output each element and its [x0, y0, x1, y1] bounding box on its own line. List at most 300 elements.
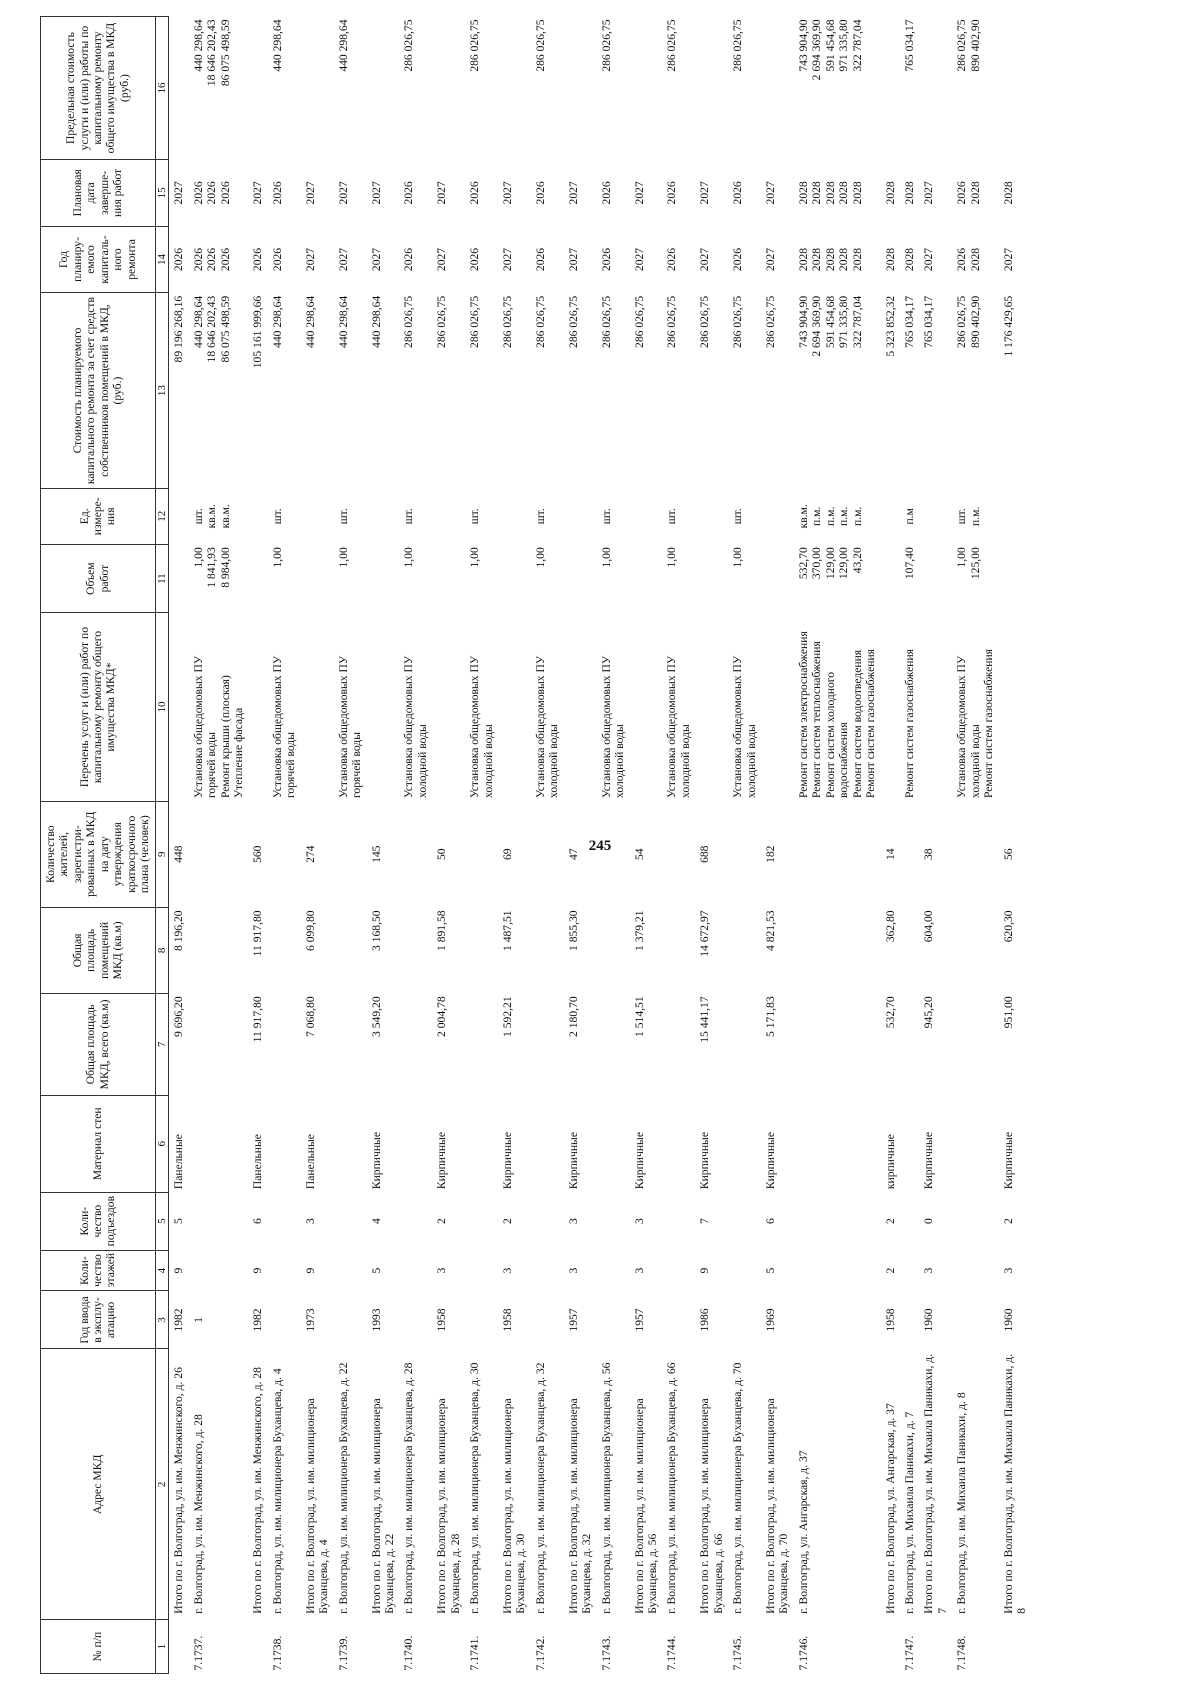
- column-number: 7: [155, 993, 169, 1095]
- floors-count: [531, 1250, 564, 1291]
- table-row: [248, 17, 267, 1674]
- cost-limit: 890 402,90: [968, 19, 982, 72]
- table-row: [531, 17, 564, 1674]
- row-number: [367, 1620, 400, 1674]
- commission-year: 1957: [566, 1308, 580, 1332]
- work-list: Ремонт систем электроснабжения: [796, 631, 810, 799]
- unit-cell: [662, 488, 695, 544]
- wall-material: [952, 1095, 998, 1192]
- cost-limit-cell: [999, 17, 1032, 160]
- cost-limit-cell: [728, 17, 761, 160]
- work-volume: 129,00: [837, 547, 851, 580]
- entrances-count: [399, 1192, 432, 1250]
- planned-year: 2027: [764, 247, 777, 272]
- column-header: Ед. измере-ния: [41, 488, 156, 544]
- unit-cell: [919, 488, 952, 544]
- completion-date: 2028: [837, 181, 851, 205]
- total-area: [334, 993, 367, 1095]
- entrances-count: 4: [369, 1218, 383, 1225]
- unit: шт.: [191, 508, 205, 525]
- completion-date: 2028: [883, 181, 897, 205]
- premises-area: 620,30: [1001, 910, 1015, 943]
- entrances-count: 0: [922, 1218, 936, 1225]
- unit: шт.: [270, 508, 284, 525]
- completion-date: 2026: [955, 181, 969, 205]
- total-area: 1 592,21: [501, 996, 514, 1037]
- row-number: 7.1741.: [468, 1635, 482, 1671]
- work-list: Ремонт систем теплоснабжения: [810, 641, 824, 799]
- wall-material: Кирпичные: [369, 1132, 383, 1190]
- work-list-cell: [728, 613, 761, 801]
- column-number: 5: [155, 1192, 169, 1250]
- commission-year: [728, 1291, 761, 1349]
- table-row: [794, 17, 881, 1674]
- planned-cost: 286 026,75: [955, 295, 969, 348]
- planned-year: 2028: [810, 247, 824, 272]
- planned-year: 2026: [955, 247, 969, 272]
- residents-count: [268, 801, 301, 907]
- column-header: Общая площадь МКД, всего (кв.м): [41, 993, 156, 1095]
- work-volume-cell: [630, 544, 663, 613]
- wall-material: Кирпичные: [698, 1132, 712, 1190]
- floors-count: [728, 1250, 761, 1291]
- work-list-cell: [999, 613, 1032, 801]
- work-list: Установка общедомовых ПУ горячей воды: [270, 655, 298, 799]
- unit: шт.: [955, 508, 969, 525]
- total-area: [597, 993, 630, 1095]
- total-area: 2 180,70: [566, 996, 580, 1037]
- total-area: [399, 993, 432, 1095]
- completion-date: 2027: [764, 181, 777, 205]
- planned-year: 2028: [968, 247, 982, 272]
- planned-year: 2027: [698, 247, 712, 272]
- total-area: 15 441,17: [698, 996, 712, 1043]
- table-row: [169, 17, 189, 1674]
- work-list-cell: [662, 613, 695, 801]
- planned-cost-cell: [465, 293, 498, 489]
- completion-date: 2028: [850, 181, 864, 205]
- column-number: 13: [155, 293, 169, 489]
- completion-date-cell: [169, 160, 189, 227]
- address-cell: Итого по г. Волгоград, ул. им. милиционера Буханцева, д. 28: [435, 1398, 462, 1614]
- address-cell: Итого по г. Волгоград, ул. Ангарская, д. 37: [883, 1403, 897, 1614]
- completion-date-cell: [999, 160, 1032, 227]
- work-volume-cell: [695, 544, 728, 613]
- column-header: Адрес МКД: [41, 1349, 156, 1620]
- row-number: [630, 1620, 663, 1674]
- completion-date: 2028: [810, 181, 824, 205]
- unit-cell: [900, 488, 919, 544]
- column-number: 10: [155, 613, 169, 801]
- premises-area: [662, 907, 695, 993]
- planned-cost-cell: [761, 293, 794, 489]
- planned-year-cell: [399, 226, 432, 293]
- table-row: [630, 17, 663, 1674]
- total-area: 532,70: [883, 996, 897, 1029]
- planned-cost-cell: [498, 293, 531, 489]
- planned-cost-cell: [169, 293, 189, 489]
- column-number: 11: [155, 544, 169, 613]
- work-list-cell: [334, 613, 367, 801]
- table-row: [728, 17, 761, 1674]
- planned-year: 2028: [850, 247, 864, 272]
- planned-cost: 591 454,68: [823, 295, 837, 348]
- total-area: [662, 993, 695, 1095]
- work-volume: 129,00: [823, 547, 837, 580]
- planned-cost-cell: [630, 293, 663, 489]
- unit: п.м.: [810, 506, 824, 526]
- unit-cell: [248, 488, 267, 544]
- wall-material: [334, 1095, 367, 1192]
- table-row: [334, 17, 367, 1674]
- floors-count: 9: [172, 1267, 186, 1274]
- entrances-count: [531, 1192, 564, 1250]
- column-header: № п/п: [41, 1620, 156, 1674]
- address-cell: г. Волгоград, ул. им. милиционера Буханцева, д. 4: [270, 1368, 284, 1614]
- planned-cost-cell: [564, 293, 597, 489]
- row-number: 7.1737.: [191, 1635, 205, 1671]
- cost-limit: 440 298,64: [191, 19, 205, 72]
- planned-year: 2027: [303, 247, 317, 272]
- planned-cost: 440 298,64: [303, 295, 317, 348]
- planned-year: 2026: [205, 247, 219, 272]
- planned-year: 2028: [883, 247, 897, 272]
- completion-date-cell: [794, 160, 881, 227]
- completion-date-cell: [761, 160, 794, 227]
- work-list-cell: [399, 613, 432, 801]
- residents-count: 69: [501, 848, 514, 861]
- planned-year: 2027: [336, 247, 350, 272]
- table-row: [761, 17, 794, 1674]
- row-number: 7.1746.: [796, 1635, 810, 1671]
- total-area: [794, 993, 881, 1095]
- commission-year: [794, 1291, 881, 1349]
- entrances-count: [952, 1192, 998, 1250]
- premises-area: 14 672,97: [698, 910, 712, 957]
- cost-limit-cell: [248, 17, 267, 160]
- planned-cost-cell: [900, 293, 919, 489]
- planned-cost: 18 646 202,43: [205, 295, 219, 363]
- total-area: 951,00: [1001, 996, 1015, 1029]
- cost-limit: 2 694 369,90: [810, 19, 824, 81]
- wall-material: [597, 1095, 630, 1192]
- row-number: [881, 1620, 900, 1674]
- planned-cost-cell: [301, 293, 334, 489]
- completion-date: 2026: [731, 181, 745, 205]
- wall-material: [399, 1095, 432, 1192]
- work-volume: 1,00: [191, 547, 205, 568]
- work-volume: 125,00: [968, 547, 982, 580]
- planned-year-cell: [900, 226, 919, 293]
- address-cell: г. Волгоград, ул. им. Михаила Паникахи, д. 8: [955, 1392, 969, 1614]
- planned-year-cell: [919, 226, 952, 293]
- work-volume-cell: [999, 544, 1032, 613]
- planned-cost: 440 298,64: [191, 295, 205, 348]
- table-row: [695, 17, 728, 1674]
- residents-count: [399, 801, 432, 907]
- unit: п.м.: [837, 506, 851, 526]
- premises-area: 1 487,51: [501, 910, 514, 951]
- row-number: [498, 1620, 531, 1674]
- row-number: 7.1738.: [270, 1635, 284, 1671]
- column-number-row: [155, 17, 169, 1674]
- column-number: 4: [155, 1250, 169, 1291]
- cost-limit: 322 787,04: [850, 19, 864, 72]
- unit-cell: [268, 488, 301, 544]
- completion-date: 2027: [632, 181, 646, 205]
- unit-cell: [432, 488, 465, 544]
- total-area: 11 917,80: [251, 996, 265, 1043]
- table-row: [999, 17, 1032, 1674]
- completion-date-cell: [465, 160, 498, 227]
- wall-material: Панельные: [303, 1134, 317, 1190]
- planned-cost-cell: [952, 293, 998, 489]
- planned-cost-cell: [189, 293, 249, 489]
- unit: п.м.: [850, 506, 864, 526]
- floors-count: 3: [566, 1267, 580, 1274]
- commission-year: 1960: [1001, 1308, 1015, 1332]
- planned-year: 2027: [1001, 247, 1015, 272]
- address-cell: г. Волгоград, ул. им. милиционера Буханцева, д. 28: [402, 1362, 416, 1614]
- table-row: [900, 17, 919, 1674]
- planned-cost: 765 034,17: [922, 295, 936, 348]
- entrances-count: [597, 1192, 630, 1250]
- residents-count: [189, 801, 249, 907]
- row-number: 7.1744.: [665, 1635, 679, 1671]
- work-volume-cell: [367, 544, 400, 613]
- work-list-cell: [881, 613, 900, 801]
- premises-area: 6 099,80: [303, 910, 317, 951]
- row-number: [564, 1620, 597, 1674]
- residents-count: [952, 801, 998, 907]
- work-volume-cell: [662, 544, 695, 613]
- premises-area: [531, 907, 564, 993]
- planned-year: 2026: [468, 247, 482, 272]
- completion-date-cell: [662, 160, 695, 227]
- completion-date-cell: [334, 160, 367, 227]
- completion-date: 2027: [251, 181, 265, 205]
- completion-date: 2027: [698, 181, 712, 205]
- planned-cost-cell: [367, 293, 400, 489]
- table-row: [399, 17, 432, 1674]
- planned-year: 2028: [837, 247, 851, 272]
- table-row: [881, 17, 900, 1674]
- cost-limit: 440 298,64: [270, 19, 284, 72]
- work-volume: 1,00: [270, 547, 284, 568]
- entrances-count: 3: [632, 1218, 646, 1225]
- work-volume: 370,00: [810, 547, 824, 580]
- work-volume: 1,00: [955, 547, 969, 568]
- completion-date-cell: [597, 160, 630, 227]
- premises-area: [189, 907, 249, 993]
- cost-limit-cell: [695, 17, 728, 160]
- residents-count: [794, 801, 881, 907]
- entrances-count: 5: [172, 1218, 186, 1225]
- unit: шт.: [468, 508, 482, 525]
- address-cell: г. Волгоград, ул. им. милиционера Буханцева, д. 70: [731, 1362, 745, 1614]
- commission-year: [334, 1291, 367, 1349]
- row-number: [248, 1620, 267, 1674]
- floors-count: [597, 1250, 630, 1291]
- cost-limit-cell: [531, 17, 564, 160]
- cost-limit-cell: [498, 17, 531, 160]
- work-list-cell: [432, 613, 465, 801]
- unit-cell: [465, 488, 498, 544]
- unit-cell: [999, 488, 1032, 544]
- completion-date-cell: [952, 160, 998, 227]
- column-header: Год ввода в эксплу-атацию: [41, 1291, 156, 1349]
- address-cell: г. Волгоград, ул. им. милиционера Буханцева, д. 56: [599, 1362, 613, 1614]
- entrances-count: [189, 1192, 249, 1250]
- planned-year: 2026: [218, 247, 232, 272]
- work-list: Ремонт систем газоснабжения: [902, 648, 916, 799]
- unit: шт.: [336, 508, 350, 525]
- table-row: [268, 17, 301, 1674]
- completion-date-cell: [399, 160, 432, 227]
- planned-cost-cell: [794, 293, 881, 489]
- work-list-cell: [919, 613, 952, 801]
- table-body: [169, 17, 1032, 1674]
- planned-cost: 971 335,80: [837, 295, 851, 348]
- planned-year-cell: [169, 226, 189, 293]
- work-list-cell: [900, 613, 919, 801]
- unit: шт.: [402, 508, 416, 525]
- planned-cost-cell: [662, 293, 695, 489]
- planned-year-cell: [248, 226, 267, 293]
- wall-material: кирпичные: [883, 1134, 897, 1190]
- residents-count: [465, 801, 498, 907]
- unit: п.м.: [823, 506, 837, 526]
- work-volume: 1,00: [599, 547, 613, 568]
- row-number: [169, 1620, 189, 1674]
- table-row: [367, 17, 400, 1674]
- work-list-cell: [169, 613, 189, 801]
- commission-year: 1958: [501, 1308, 514, 1332]
- work-volume-cell: [761, 544, 794, 613]
- work-volume-cell: [597, 544, 630, 613]
- column-header: Общая площадь помещений МКД (кв.м): [41, 907, 156, 993]
- premises-area: [268, 907, 301, 993]
- wall-material: [728, 1095, 761, 1192]
- column-header: Коли-чество этажей: [41, 1250, 156, 1291]
- total-area: [728, 993, 761, 1095]
- completion-date: 2028: [796, 181, 810, 205]
- planned-cost-cell: [881, 293, 900, 489]
- wall-material: [662, 1095, 695, 1192]
- work-volume-cell: [728, 544, 761, 613]
- cost-limit-cell: [630, 17, 663, 160]
- work-list: Установка общедомовых ПУ холодной воды: [731, 655, 758, 799]
- total-area: 5 171,83: [764, 996, 777, 1037]
- unit-cell: [728, 488, 761, 544]
- planned-year-cell: [268, 226, 301, 293]
- unit: шт.: [665, 508, 679, 525]
- work-volume: 107,40: [902, 547, 916, 580]
- total-area: [268, 993, 301, 1095]
- cost-limit-cell: [189, 17, 249, 160]
- wall-material: Панельные: [172, 1134, 186, 1190]
- entrances-count: [662, 1192, 695, 1250]
- completion-date-cell: [432, 160, 465, 227]
- floors-count: [189, 1250, 249, 1291]
- planned-cost: 440 298,64: [369, 295, 383, 348]
- completion-date-cell: [728, 160, 761, 227]
- completion-date-cell: [367, 160, 400, 227]
- residents-count: 145: [369, 845, 383, 863]
- cost-limit: 440 298,64: [336, 19, 350, 72]
- cost-limit-cell: [597, 17, 630, 160]
- unit-cell: [952, 488, 998, 544]
- column-number: 9: [155, 801, 169, 907]
- work-list: Установка общедомовых ПУ холодной воды: [665, 655, 692, 799]
- entrances-count: 2: [1001, 1218, 1015, 1225]
- floors-count: [334, 1250, 367, 1291]
- cost-limit-cell: [794, 17, 881, 160]
- cost-limit: 765 034,17: [902, 19, 916, 72]
- planned-year-cell: [630, 226, 663, 293]
- commission-year: 1960: [922, 1308, 936, 1332]
- work-volume-cell: [881, 544, 900, 613]
- premises-area: [900, 907, 919, 993]
- address-cell: Итого по г. Волгоград, ул. им. милиционера Буханцева, д. 66: [698, 1398, 725, 1614]
- premises-area: [465, 907, 498, 993]
- total-area: 2 004,78: [435, 996, 449, 1037]
- residents-count: 47: [566, 848, 580, 861]
- work-volume: 1,00: [402, 547, 416, 568]
- residents-count: [728, 801, 761, 907]
- column-number: 16: [155, 17, 169, 160]
- address-cell: г. Волгоград, ул. им. Менжинского, д. 28: [191, 1414, 205, 1614]
- planned-cost: 440 298,64: [270, 295, 284, 348]
- table-row: [919, 17, 952, 1674]
- planned-cost-cell: [531, 293, 564, 489]
- cost-limit-cell: [399, 17, 432, 160]
- work-list-cell: [301, 613, 334, 801]
- entrances-count: 6: [251, 1218, 265, 1225]
- work-volume-cell: [794, 544, 881, 613]
- floors-count: 9: [698, 1267, 712, 1274]
- commission-year: [597, 1291, 630, 1349]
- work-list-cell: [761, 613, 794, 801]
- work-list-cell: [189, 613, 249, 801]
- table-row: [465, 17, 498, 1674]
- planned-year: 2027: [632, 247, 646, 272]
- work-list: Установка общедомовых ПУ холодной воды: [468, 655, 495, 799]
- floors-count: 5: [369, 1267, 383, 1274]
- floors-count: 3: [632, 1267, 646, 1274]
- completion-date: 2028: [823, 181, 837, 205]
- floors-count: 2: [883, 1267, 897, 1274]
- commission-year: 1993: [369, 1308, 383, 1332]
- work-list-cell: [367, 613, 400, 801]
- work-volume-cell: [465, 544, 498, 613]
- planned-cost: 286 026,75: [599, 295, 613, 348]
- completion-date-cell: [900, 160, 919, 227]
- column-number: 2: [155, 1349, 169, 1620]
- residents-count: [334, 801, 367, 907]
- planned-year-cell: [465, 226, 498, 293]
- residents-count: 50: [435, 848, 449, 861]
- planned-year-cell: [881, 226, 900, 293]
- planned-year: 2027: [566, 247, 580, 272]
- premises-area: [399, 907, 432, 993]
- work-list-cell: [498, 613, 531, 801]
- column-number: 3: [155, 1291, 169, 1349]
- planned-year: 2026: [270, 247, 284, 272]
- unit: кв.м.: [796, 504, 810, 529]
- unit-cell: [881, 488, 900, 544]
- planned-year-cell: [367, 226, 400, 293]
